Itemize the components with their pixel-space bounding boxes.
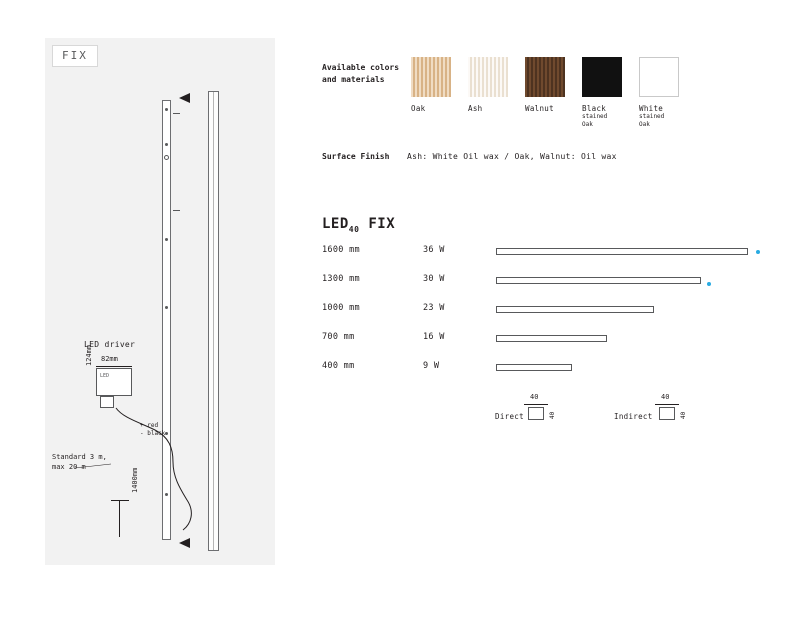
swatch-name: Black [582, 104, 607, 113]
swatch-item[interactable] [639, 57, 679, 129]
row-bar [496, 248, 748, 255]
mount-dot [165, 306, 168, 309]
mount-dot [165, 432, 168, 435]
mount-dot [165, 238, 168, 241]
swatch-name: White [639, 104, 664, 113]
swatch-item[interactable] [468, 57, 508, 129]
surface-finish-label: Surface Finish [322, 152, 390, 161]
swatch-sub: stained Oak [639, 113, 665, 128]
material-swatch-list [411, 57, 679, 129]
row-bar [496, 364, 572, 371]
mount-dot [165, 143, 168, 146]
row-power: 30 W [423, 274, 445, 284]
product-title-suffix: FIX [368, 216, 396, 232]
row-accent-dot [756, 250, 760, 254]
row-length: 1000 mm [322, 303, 360, 313]
arrow-bottom-icon [179, 538, 190, 548]
indirect-label: Indirect [614, 412, 653, 421]
row-length: 400 mm [322, 361, 355, 371]
row-length: 700 mm [322, 332, 355, 342]
swatch-item[interactable] [411, 57, 451, 129]
profile-back [208, 91, 219, 551]
drop-height-base [111, 500, 129, 501]
table-row [322, 303, 752, 332]
mount-dot [165, 108, 168, 111]
driver-width-line [96, 366, 132, 367]
driver-height-dim: 124mm [85, 344, 93, 366]
product-title-sub: 40 [348, 224, 360, 234]
swatch-white-stained-oak [639, 57, 679, 97]
swatch-name: Ash [468, 104, 483, 113]
table-row [322, 361, 752, 390]
swatch-ash [468, 57, 508, 97]
swatch-sub: stained Oak [582, 113, 608, 128]
row-accent-dot [707, 282, 711, 286]
row-power: 16 W [423, 332, 445, 342]
swatch-name: Oak [411, 104, 426, 113]
wire-polarity-note: + red - black [140, 422, 166, 437]
materials-label: Available colors and materials [322, 63, 400, 84]
cable-path-icon [45, 38, 275, 565]
mount-tick [173, 210, 180, 211]
cable-length-note: Standard 3 m, max 20 m [52, 453, 107, 471]
swatch-black-stained-oak [582, 57, 622, 97]
direct-profile-box [528, 407, 544, 420]
direct-label: Direct [495, 412, 524, 421]
driver-foot [100, 396, 114, 408]
row-length: 1300 mm [322, 274, 360, 284]
swatch-item[interactable] [525, 57, 565, 129]
fix-badge: FIX [52, 45, 98, 67]
row-length: 1600 mm [322, 245, 360, 255]
driver-box [96, 368, 132, 396]
drop-height-line [119, 500, 120, 537]
swatch-name: Walnut [525, 104, 554, 113]
swatch-item[interactable] [582, 57, 622, 129]
indirect-top-dim-line [655, 404, 679, 405]
row-power: 9 W [423, 361, 440, 371]
profile-front [162, 100, 171, 540]
driver-width-dim: 82mm [101, 355, 118, 363]
driver-box-text: LED [100, 373, 110, 379]
indirect-profile-box [659, 407, 675, 420]
arrow-top-icon [179, 93, 190, 103]
table-row [322, 332, 752, 361]
mount-tick [173, 113, 180, 114]
swatch-oak [411, 57, 451, 97]
direct-side-dim: 40 [549, 411, 556, 419]
table-row [322, 245, 752, 274]
technical-drawing [45, 38, 275, 565]
row-power: 36 W [423, 245, 445, 255]
product-title-main: LED [322, 216, 349, 232]
direct-top-dim-line [524, 404, 548, 405]
row-bar [496, 335, 607, 342]
row-bar [496, 306, 654, 313]
row-power: 23 W [423, 303, 445, 313]
led-driver-label: LED driver [84, 340, 136, 349]
indirect-side-dim: 40 [680, 411, 687, 419]
table-row [322, 274, 752, 303]
mount-dot [165, 493, 168, 496]
mount-ring [164, 155, 169, 160]
product-title [322, 216, 395, 234]
length-power-table [322, 245, 752, 390]
drop-height-dim: 1400mm [131, 467, 139, 493]
direct-top-dim: 40 [530, 393, 539, 401]
indirect-top-dim: 40 [661, 393, 670, 401]
row-bar [496, 277, 701, 284]
swatch-walnut [525, 57, 565, 97]
surface-finish-value: Ash: White Oil wax / Oak, Walnut: Oil wax [407, 152, 617, 161]
